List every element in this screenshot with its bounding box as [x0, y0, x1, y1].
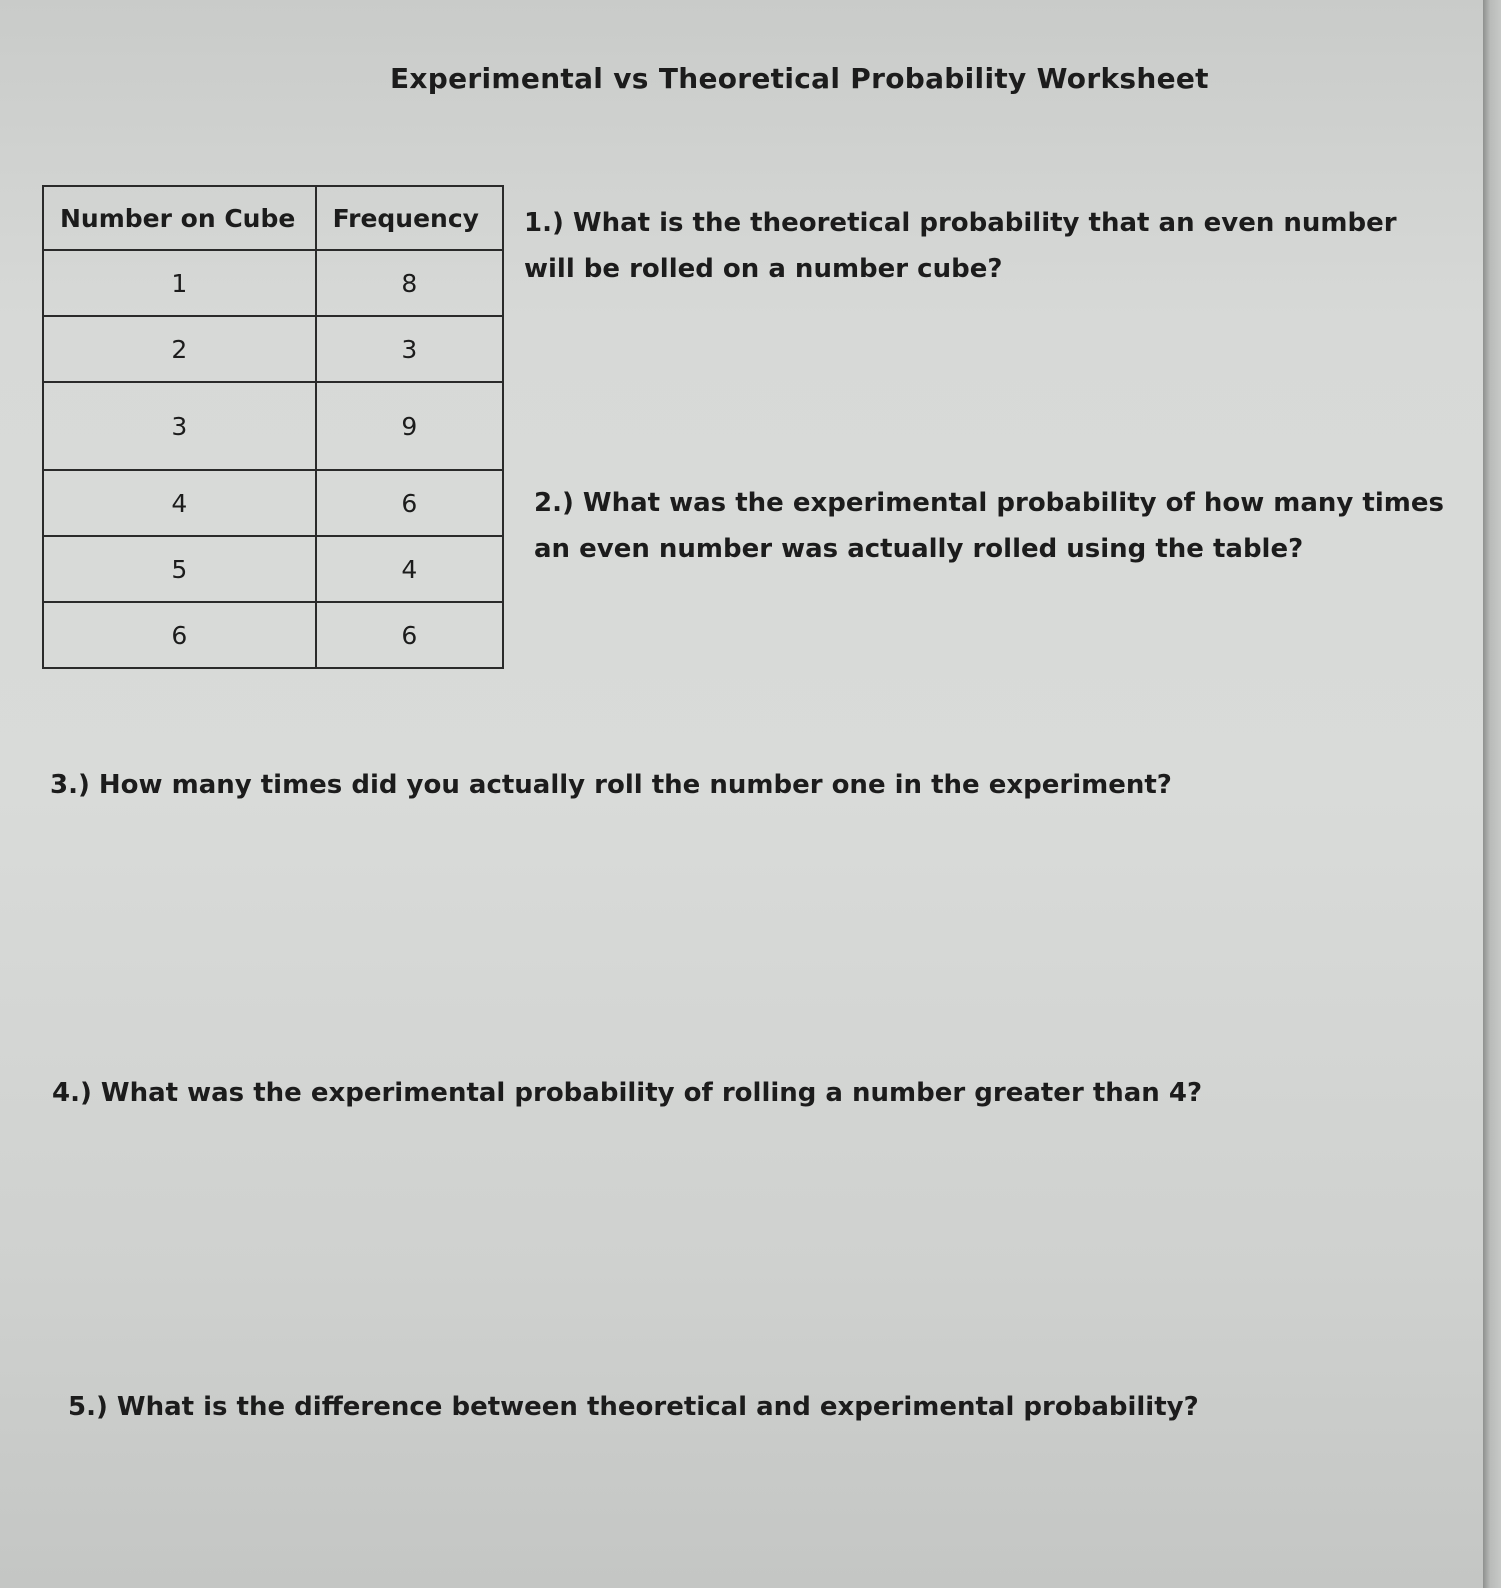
- page-edge-shadow: [1483, 0, 1501, 1588]
- question-3: 3.) How many times did you actually roll the number one in the experiment?: [50, 770, 1172, 800]
- question-2: [534, 480, 1444, 572]
- question-5: 5.) What is the difference between theoretical and experimental probability?: [68, 1392, 1199, 1422]
- question-4: 4.) What was the experimental probability of rolling a number greater than 4?: [52, 1078, 1203, 1108]
- question-2-line-1: 2.) What was the experimental probability of how many times: [534, 488, 1444, 518]
- table-header-row: [43, 186, 503, 250]
- column-header-frequency: Frequency: [316, 186, 503, 250]
- table-row: [43, 316, 503, 382]
- question-1-line-2: will be rolled on a number cube?: [524, 254, 1003, 284]
- question-1: [524, 200, 1397, 292]
- table-row: [43, 250, 503, 316]
- question-1-line-1: 1.) What is the theoretical probability that an even number: [524, 208, 1397, 238]
- number-cell: 1: [43, 250, 316, 316]
- number-cell: 4: [43, 470, 316, 536]
- table-row: [43, 470, 503, 536]
- column-header-number: Number on Cube: [43, 186, 316, 250]
- frequency-cell: 3: [316, 316, 503, 382]
- number-cell: 3: [43, 382, 316, 470]
- number-cell: 5: [43, 536, 316, 602]
- number-cell: 6: [43, 602, 316, 668]
- frequency-cell: 6: [316, 470, 503, 536]
- number-cell: 2: [43, 316, 316, 382]
- table-row: [43, 382, 503, 470]
- frequency-table: [42, 185, 504, 669]
- worksheet-title: Experimental vs Theoretical Probability Worksheet: [390, 62, 1209, 95]
- frequency-cell: 8: [316, 250, 503, 316]
- question-2-line-2: an even number was actually rolled using the table?: [534, 534, 1304, 564]
- frequency-cell: 6: [316, 602, 503, 668]
- frequency-cell: 9: [316, 382, 503, 470]
- table-row: [43, 536, 503, 602]
- table-row: [43, 602, 503, 668]
- frequency-cell: 4: [316, 536, 503, 602]
